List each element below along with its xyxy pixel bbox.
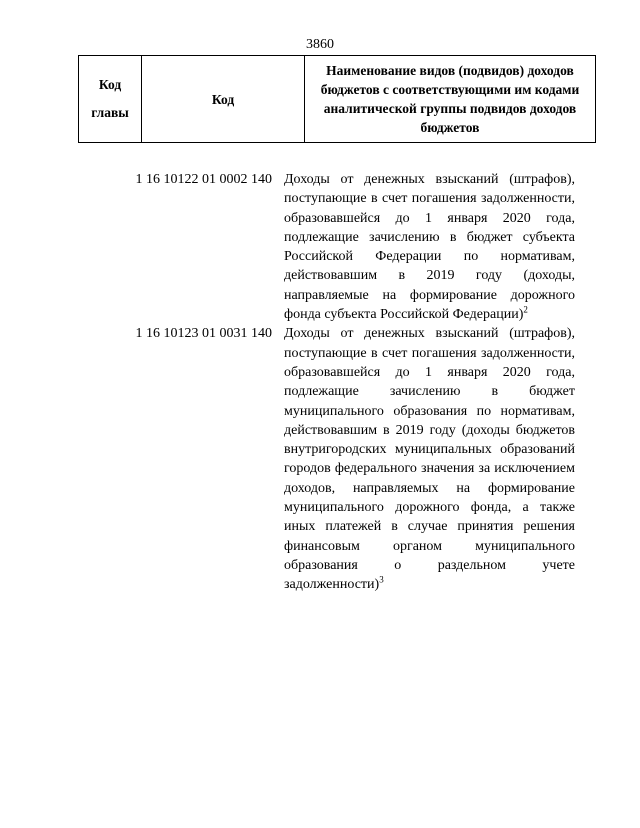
table-row <box>78 324 596 594</box>
income-rows <box>78 170 596 595</box>
table-row <box>78 170 596 324</box>
page-number: 3860 <box>306 37 334 52</box>
income-description: Доходы от денежных взысканий (штрафов), поступающие в счет погашения задолженности, образовавшейся до 1 января 2020 года, подлежащие зачислению в бюджет муниципального образования по нормативам, действовавшим в 2019 году (доходы бюджетов внутригородских муниципальных образований городов федерального значения за исключением доходов, направляемых на формирование муниципального дорожного фонда, а также иных платежей в случае принятия решения финансовым органом муниципального образования о раздельном учете задолженности) <box>284 326 575 593</box>
header-row <box>79 56 596 143</box>
income-description-cell <box>284 324 575 594</box>
footnote-marker: 2 <box>523 304 528 315</box>
income-code: 1 16 10123 01 0031 140 <box>135 326 272 342</box>
header-chapter-code <box>79 56 142 143</box>
header-code: Код <box>142 56 305 143</box>
footnote-marker: 3 <box>379 574 384 585</box>
income-code: 1 16 10122 01 0002 140 <box>135 172 272 187</box>
header-chapter-code-line1: Код <box>98 77 122 92</box>
income-description: Доходы от денежных взысканий (штрафов), поступающие в счет погашения задолженности, образовавшейся до 1 января 2020 года, подлежащие зачислению в бюджет субъекта Российской Федерации по нормативам, действовавшим в 2019 году (доходы, направляемые на формирование дорожного фонда субъекта Российской Федерации) <box>284 172 575 323</box>
header-chapter-code-line2: главы <box>91 105 129 120</box>
header-income-type-name: Наименование видов (подвидов) доходов бюджетов с соответствующими им кодами аналитической группы подвидов доходов бюджетов <box>305 56 596 143</box>
income-description-cell <box>284 170 575 324</box>
budget-codes-header-table <box>78 55 596 143</box>
